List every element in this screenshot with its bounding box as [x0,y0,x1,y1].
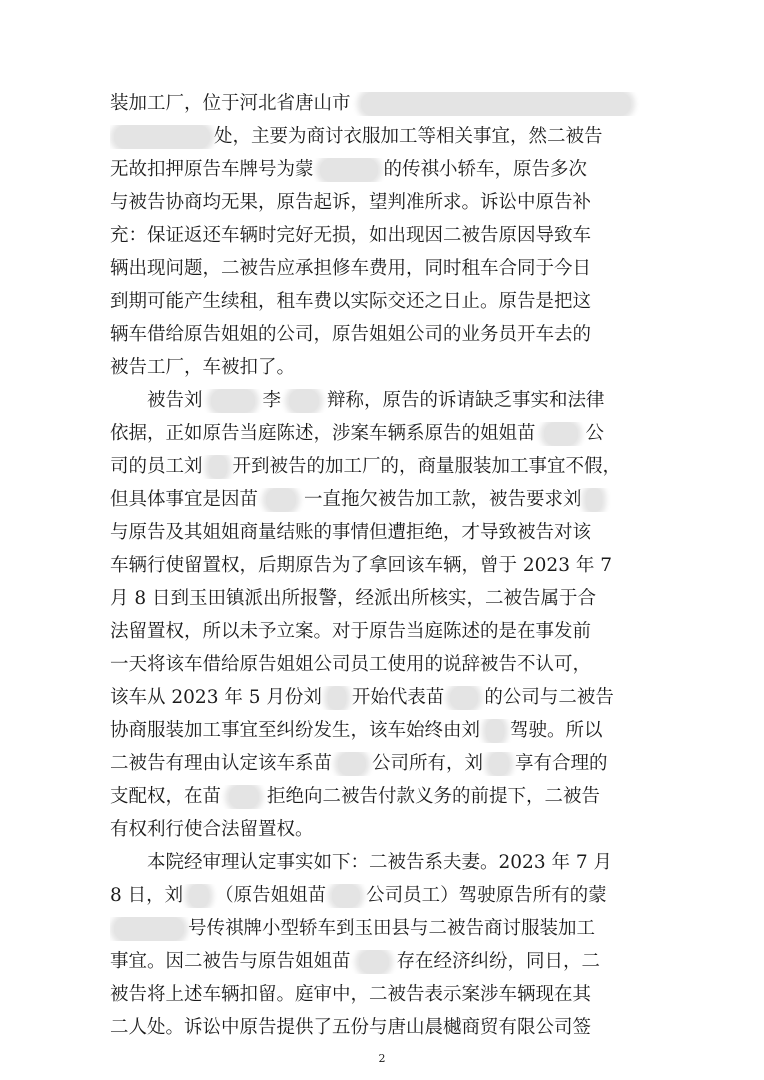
redaction-blur [114,917,184,941]
text-line-11: 依据，正如原告当庭陈述，涉案车辆系原告的姐姐苗 公 [110,423,605,444]
text-line-4: 与被告协商均无果，原告起诉，望判准所求。诉讼中原告补 [110,192,592,213]
text-line-2: 处，主要为商讨衣服加工等相关事宜，然二被告 [110,125,658,149]
redaction-blur [189,884,209,908]
text-line-18: 一天将该车借给原告姐姐公司员工使用的说辞被告不认可， [110,654,592,675]
text-line-10: 被告刘 李 辩称，原告的诉请缺乏事实和法律 [110,390,605,411]
text-line-23: 有权利行使合法留置权。 [110,819,314,840]
redaction-blur [489,752,509,776]
redaction-blur [211,389,255,413]
redaction-blur [450,686,478,710]
redaction-blur [361,92,631,116]
text-line-24: 本院经审理认定事实如下：二被告系夫妻。2023 年 7 月 [110,852,612,873]
text-line-21: 二被告有理由认定该车系苗 公司所有，刘 享有合理的 [110,753,608,774]
text-line-3: 无故扣押原告车牌号为蒙 的传祺小轿车，原告多次 [110,159,588,180]
redaction-blur [320,158,378,182]
redaction-blur [359,950,389,974]
text-line-22: 支配权，在苗 拒绝向二被告付款义务的前提下，二被告 [110,786,601,807]
redaction-blur [229,785,259,809]
text-line-17: 法留置权，所以未予立案。对于原告当庭陈述的是在事发前 [110,621,592,642]
text-line-9: 被告工厂，车被扣了。 [110,357,296,378]
text-line-27: 事宜。因二被告与原告姐姐苗 存在经济纠纷，同日，二 [110,951,601,972]
text-line-5: 充：保证返还车辆时完好无损，如出现因二被告原因导致车 [110,225,592,246]
text-line-13: 但具体事宜是因苗 一直拖欠被告加工款，被告要求刘 [110,488,658,512]
redaction-blur [328,686,346,710]
text-line-8: 辆车借给原告姐姐的公司，原告姐姐公司的业务员开车去的 [110,324,592,345]
redaction-blur [586,488,602,512]
redaction-blur [486,719,504,743]
text-line-14: 与原告及其姐姐商量结账的事情但遭拒绝，才导致被告对该 [110,522,592,543]
text-line-20: 协商服装加工事宜至纠纷发生，该车始终由刘 驾驶。所以 [110,720,603,741]
text-line-1: 装加工厂，位于河北省唐山市 [110,92,658,116]
text-line-15: 车辆行使留置权，后期原告为了拿回该车辆，曾于 2023 年 7 [110,555,612,576]
text-line-29: 二人处。诉讼中原告提供了五份与唐山晨樾商贸有限公司签 [110,1017,592,1038]
text-line-12: 司的员工刘 开到被告的加工厂的，商量服装加工事宜不假， [110,456,622,477]
redaction-blur [209,455,227,479]
text-line-19: 该车从 2023 年 5 月份刘 开始代表苗 的公司与二被告 [110,687,614,708]
page-number: 2 [378,1052,386,1065]
text-line-25: 8 日，刘 （原告姐姐苗 公司员工）驾驶原告所有的蒙 [110,885,607,906]
text-line-7: 到期可能产生续租，租车费以实际交还之日止。原告是把这 [110,291,592,312]
redaction-blur [289,389,319,413]
text-line-16: 月 8 日到玉田镇派出所报警，经派出所核实，二被告属于合 [110,588,597,609]
text-line-26: 号传祺牌小型轿车到玉田县与二被告商讨服装加工 [110,917,658,941]
redaction-blur [338,752,366,776]
redaction-blur [114,125,210,149]
text-line-6: 辆出现问题，二被告应承担修车费用，同时租车合同于今日 [110,258,592,279]
redaction-blur [266,488,296,512]
text-line-28: 被告将上述车辆扣留。庭审中，二被告表示案涉车辆现在其 [110,984,592,1005]
redaction-blur [544,422,578,446]
redaction-blur [332,884,360,908]
